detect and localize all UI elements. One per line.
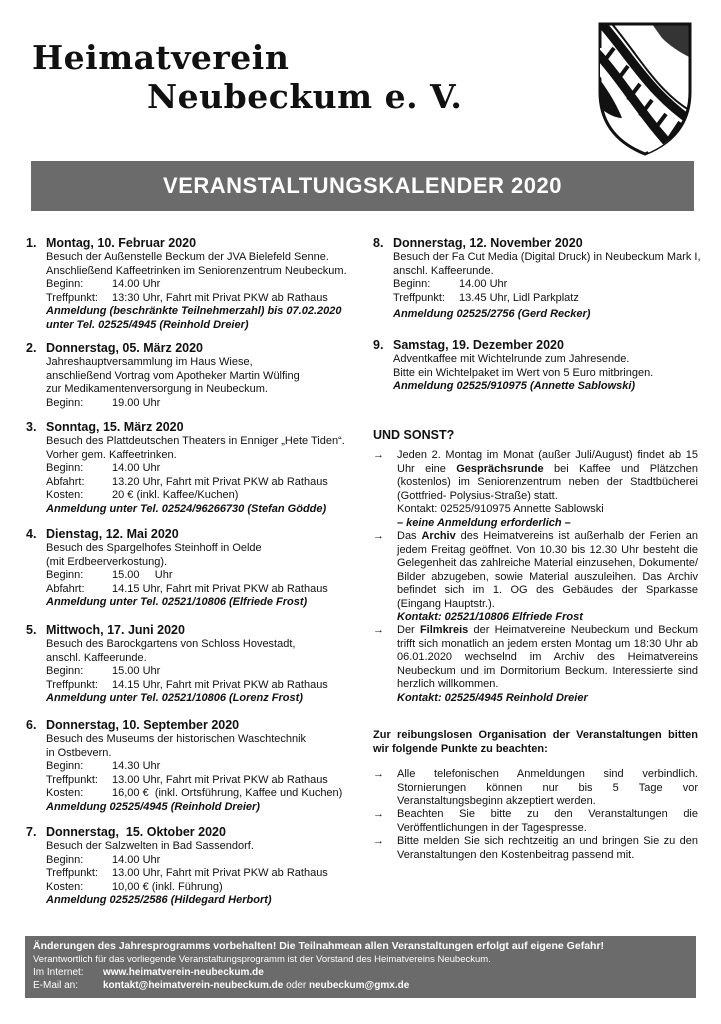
registration-note: Anmeldung 02525/4945 (Reinhold Dreier) xyxy=(46,800,260,813)
field-label: Kosten: xyxy=(46,880,84,893)
item-text: Der xyxy=(397,624,420,636)
email-label: E-Mail an: xyxy=(33,980,79,991)
event-2 xyxy=(26,341,356,410)
item-contact: Kontakt: 02525/4945 Reinhold Dreier xyxy=(397,691,588,704)
club-name-line2: Neubeckum e. V. xyxy=(147,77,463,116)
registration-note: Anmeldung 02525/2756 (Gerd Recker) xyxy=(393,308,591,320)
website-link[interactable]: www.heimatverein-neubeckum.de xyxy=(103,967,264,978)
other-item-conversation xyxy=(373,449,698,530)
event-description: Besuch des Spargelhofes Steinhoff in Oelde xyxy=(46,542,262,554)
registration-note: Anmeldung 02525/2586 (Hildegard Herbort) xyxy=(46,894,272,906)
arrow-right-icon: → xyxy=(373,768,384,780)
field-value: 13:30 Uhr, Fahrt mit Privat PKW ab Rathaus xyxy=(112,291,328,304)
arrow-right-icon: → xyxy=(373,624,384,636)
field-label: Beginn: xyxy=(46,396,84,409)
rule-text: Beachten Sie bitte zu den Veranstaltungen die Veröffentlichungen in der Tagespresse. xyxy=(397,808,698,834)
arrow-right-icon: → xyxy=(373,835,384,847)
item-text: bei Kaffee und Plätzchen (kostenlos) im Seniorenzentrum neben der Stadtbücherei (Gottfried- Polysius-Straße) statt. xyxy=(397,462,699,502)
field-value: 13.45 Uhr, Lidl Parkplatz xyxy=(459,291,579,304)
club-name-line1: Heimatverein xyxy=(32,38,290,77)
event-date: Donnerstag, 10. September 2020 xyxy=(46,718,240,732)
footer-responsible: Verantwortlich für das vorliegende Veranstaltungsprogramm ist der Vorstand des Heimatvereins Neubeckum. xyxy=(33,954,491,965)
event-number: 9. xyxy=(373,338,384,352)
field-label: Treffpunkt: xyxy=(393,291,445,304)
other-section-heading: UND SONST? xyxy=(373,428,455,442)
event-date: Dienstag, 12. Mai 2020 xyxy=(46,527,179,541)
item-highlight: Filmkreis xyxy=(419,624,469,636)
field-value: 13.00 Uhr, Fahrt mit Privat PKW ab Rathaus xyxy=(112,867,328,879)
item-text: Das xyxy=(397,530,422,542)
field-label: Beginn: xyxy=(46,569,84,581)
field-value: 14.00 Uhr xyxy=(112,278,161,290)
rule-item xyxy=(373,808,698,835)
arrow-right-icon: → xyxy=(373,449,384,461)
field-label: Beginn: xyxy=(393,278,431,290)
event-date: Donnerstag, 15. Oktober 2020 xyxy=(46,825,226,839)
event-date: Montag, 10. Februar 2020 xyxy=(46,236,197,250)
event-description: anschließend Vortrag vom Apotheker Martin Wülfing xyxy=(46,369,300,382)
registration-note: Anmeldung unter Tel. 02521/10806 (Lorenz Frost) xyxy=(46,692,303,704)
event-number: 1. xyxy=(26,236,37,250)
registration-note: Anmeldung unter Tel. 02524/96266730 (Stefan Gödde) xyxy=(46,502,327,515)
event-date: Samstag, 19. Dezember 2020 xyxy=(393,338,564,352)
event-6 xyxy=(26,718,356,814)
item-text: des Heimatvereins ist außerhalb der Ferien an jedem Freitag geöffnet. Von 10.30 bis 12.30 Uhr besteht die Gelegenheit das zahlreiche Material einzusehen, Dokumente/ Bilder abzugeben, sowie Material auszuleihen. Das Archiv befindet sich im 1. OG des Gebäudes der Sparkasse (Eingang Hauptstr.). xyxy=(397,530,698,610)
event-7 xyxy=(26,825,356,908)
field-value: 14.00 Uhr xyxy=(112,462,161,474)
field-label: Treffpunkt: xyxy=(46,291,98,304)
event-number: 5. xyxy=(26,623,37,637)
email-link-primary[interactable]: kontakt@heimatverein-neubeckum.de xyxy=(103,980,284,991)
event-description: Besuch der Fa Cut Media (Digital Druck) in Neubeckum Mark I, xyxy=(393,251,701,263)
event-number: 6. xyxy=(26,718,37,732)
field-label: Beginn: xyxy=(46,760,84,772)
email-link-secondary[interactable]: neubeckum@gmx.de xyxy=(308,980,410,991)
event-date: Sonntag, 15. März 2020 xyxy=(46,420,184,434)
field-label: Kosten: xyxy=(46,787,84,799)
field-value: 13.20 Uhr, Fahrt mit Privat PKW ab Rathaus xyxy=(112,475,328,488)
arrow-right-icon: → xyxy=(373,530,384,542)
organisation-heading: Zur reibungslosen Organisation der Veranstaltungen bitten wir folgende Punkte zu beachten: xyxy=(373,729,698,755)
field-value: 14.30 Uhr xyxy=(112,760,161,772)
registration-note: Anmeldung 02525/910975 (Annette Sablowski) xyxy=(393,380,636,392)
item-highlight: Gesprächsrunde xyxy=(456,462,544,475)
registration-note: Anmeldung unter Tel. 02521/10806 (Elfriede Frost) xyxy=(46,596,308,608)
field-label: Kosten: xyxy=(46,489,84,501)
item-highlight: Archiv xyxy=(421,530,456,542)
event-number: 8. xyxy=(373,236,384,250)
internet-label: Im Internet: xyxy=(33,967,84,978)
event-number: 3. xyxy=(26,420,37,434)
field-value: 14.15 Uhr, Fahrt mit Privat PKW ab Rathaus xyxy=(112,582,328,595)
event-description: Besuch des Barockgartens von Schloss Hovestadt, xyxy=(46,638,296,650)
field-value: 16,00 € (inkl. Ortsführung, Kaffee und Kuchen) xyxy=(112,787,343,799)
event-number: 7. xyxy=(26,825,37,839)
event-description: Jahreshauptversammlung im Haus Wiese, xyxy=(46,356,253,368)
field-label: Treffpunkt: xyxy=(46,867,98,879)
rule-text: Alle telefonischen Anmeldungen sind verbindlich. Stornierungen können nur bis 5 Tage vor Veranstaltungsbeginn akzeptiert werden. xyxy=(397,768,698,807)
event-description: Adventkaffee mit Wichtelrunde zum Jahresende. xyxy=(393,353,630,365)
item-text: der Heimatvereine Neubeckum und Beckum trifft sich monatlich an jedem ersten Montag um 18:30 Uhr ab 06.01.2020 wechselnd im Archiv des Heimatvereins Neubeckum und im Dormitorium Beckum. Interessierte sind herzlich willkommen. xyxy=(397,624,698,690)
event-description: Besuch der Salzwelten in Bad Sassendorf. xyxy=(46,840,254,852)
field-label: Beginn: xyxy=(46,853,84,866)
event-9 xyxy=(373,338,703,394)
rule-item xyxy=(373,768,698,809)
event-5 xyxy=(26,623,356,706)
item-note: – keine Anmeldung erforderlich – xyxy=(397,516,571,529)
event-description: Bitte ein Wichtelpaket im Wert von 5 Euro mitbringen. xyxy=(393,366,654,379)
registration-note: Anmeldung (beschränkte Teilnehmerzahl) bis 07.02.2020 xyxy=(46,305,342,317)
event-description: Vorher gem. Kaffeetrinken. xyxy=(46,448,177,461)
field-value: 14.00 Uhr xyxy=(459,278,508,290)
other-item-film-circle xyxy=(373,624,698,705)
event-description: Anschließend Kaffeetrinken im Seniorenzentrum Neubeckum. xyxy=(46,264,347,277)
field-value: 15.00 Uhr xyxy=(112,665,161,677)
event-number: 2. xyxy=(26,341,37,355)
registration-note: unter Tel. 02525/4945 (Reinhold Dreier) xyxy=(46,318,249,331)
field-value: 14.15 Uhr, Fahrt mit Privat PKW ab Rathaus xyxy=(112,678,328,691)
field-label: Beginn: xyxy=(46,278,84,290)
item-text: Jeden 2. Montag im Monat (außer Juli/August) findet ab 15 Uhr eine xyxy=(397,449,698,475)
event-8 xyxy=(373,236,703,322)
coat-of-arms-icon xyxy=(592,18,698,158)
event-description: Besuch des Plattdeutschen Theaters in Enniger „Hete Tiden“. xyxy=(46,435,345,447)
event-description: in Ostbevern. xyxy=(46,746,112,759)
field-value: 19.00 Uhr xyxy=(112,396,161,409)
field-label: Beginn: xyxy=(46,462,84,474)
field-value: 20 € (inkl. Kaffee/Kuchen) xyxy=(112,489,239,501)
other-item-archive xyxy=(373,530,698,625)
event-date: Donnerstag, 12. November 2020 xyxy=(393,236,583,250)
item-contact: Kontakt: 02525/910975 Annette Sablowski xyxy=(397,503,604,515)
field-value: 14.00 Uhr xyxy=(112,853,161,866)
field-label: Treffpunkt: xyxy=(46,773,98,786)
event-description: anschl. Kaffeerunde. xyxy=(393,264,494,277)
field-value: 13.00 Uhr, Fahrt mit Privat PKW ab Rathaus xyxy=(112,773,328,786)
rule-item xyxy=(373,835,698,862)
field-label: Abfahrt: xyxy=(46,582,85,595)
event-description: (mit Erdbeerverkostung). xyxy=(46,555,168,568)
rule-text: Bitte melden Sie sich rechtzeitig an und bringen Sie zu den Veranstaltungen den Kostenbeitrag passend mit. xyxy=(397,835,698,861)
footer-box xyxy=(25,936,696,998)
event-3 xyxy=(26,420,356,516)
event-date: Donnerstag, 05. März 2020 xyxy=(46,341,204,355)
event-description: Besuch des Museums der historischen Waschtechnik xyxy=(46,733,307,745)
event-number: 4. xyxy=(26,527,37,541)
event-1 xyxy=(26,236,356,332)
footer-warning: Änderungen des Jahresprogramms vorbehalten! Die Teilnahmean allen Veranstaltungen erfolgt auf eigene Gefahr! xyxy=(33,940,605,952)
arrow-right-icon: → xyxy=(373,808,384,820)
field-label: Treffpunkt: xyxy=(46,678,98,691)
field-label: Abfahrt: xyxy=(46,475,85,488)
field-label: Beginn: xyxy=(46,665,84,677)
email-separator: oder xyxy=(283,980,309,991)
event-description: Besuch der Außenstelle Beckum der JVA Bielefeld Senne. xyxy=(46,251,329,263)
field-value: 10,00 € (inkl. Führung) xyxy=(112,880,223,893)
item-contact: Kontakt: 02521/10806 Elfriede Frost xyxy=(397,611,583,623)
calendar-banner: VERANSTALTUNGSKALENDER 2020 xyxy=(31,161,694,211)
event-description: anschl. Kaffeerunde. xyxy=(46,651,147,664)
event-date: Mittwoch, 17. Juni 2020 xyxy=(46,623,185,637)
event-4 xyxy=(26,527,356,610)
field-value: 15.00 Uhr xyxy=(112,569,173,581)
event-description: zur Medikamentenversorgung in Neubeckum. xyxy=(46,383,268,395)
